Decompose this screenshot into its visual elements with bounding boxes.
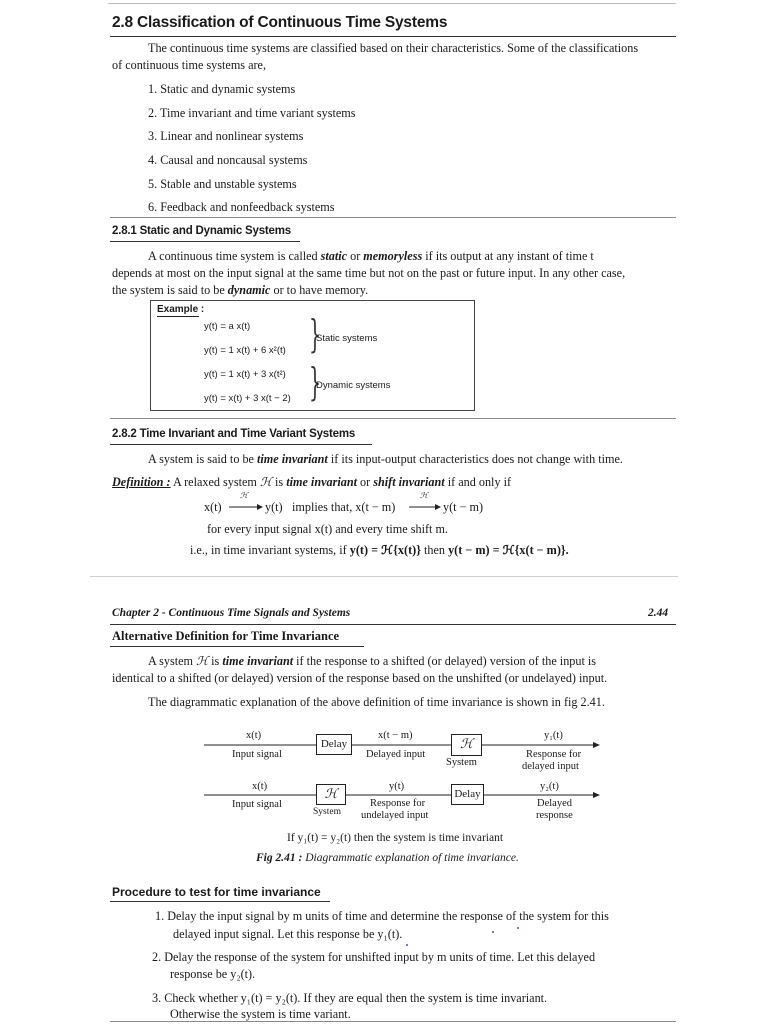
row2-delay-box: Delay [451, 784, 484, 805]
row1-response-line1: Response for [526, 749, 582, 760]
static-paragraph-line3: the system is said to be dynamic or to have memory. [112, 283, 369, 297]
row2-input-label: Input signal [232, 799, 282, 810]
stray-mark [406, 944, 408, 946]
procedure-step2-line1: 2. Delay the response of the system for unshifted input by m units of time. Let this delayed [152, 950, 596, 964]
section-2-8-underline [110, 36, 676, 37]
row1-y1: y₁(t) [544, 730, 563, 741]
static-brace: } [309, 312, 322, 356]
row2-system-box: ℋ [316, 784, 346, 805]
definition-line: Definition : A relaxed system ℋ is time invariant or shift invariant if and only if [112, 475, 512, 489]
alt-paragraph-line3: The diagrammatic explanation of the above definition of time invariance is shown in fig 2.41. [148, 695, 605, 709]
section-2-8-intro-line1: The continuous time systems are classified based on their characteristics. Some of the classifications [148, 41, 639, 55]
procedure-underline [110, 901, 330, 902]
row1-input-label: Input signal [232, 749, 282, 760]
figure-condition: If y₁(t) = y₂(t) then the system is time invariant [287, 832, 504, 844]
example-eq-4: y(t) = x(t) + 3 x(t − 2) [204, 393, 291, 404]
row1-delayed-x: x(t − m) [378, 730, 413, 741]
example-eq-1: y(t) = a x(t) [204, 321, 251, 332]
row1-system-label: System [446, 757, 477, 768]
stray-mark [517, 927, 519, 929]
procedure-step1-line1: 1. Delay the input signal by m units of time and determine the response of the system for this [155, 909, 609, 923]
example-box [150, 300, 475, 411]
section-2-8-heading: 2.8 Classification of Continuous Time Systems [112, 14, 448, 31]
procedure-step1-line2: delayed input signal. Let this response be y₁(t). [173, 927, 403, 941]
classification-item-1: 1. Static and dynamic systems [148, 82, 296, 96]
row2-response-line2: undelayed input [361, 810, 429, 821]
page-number: 2.44 [648, 607, 669, 619]
row2-output-line2: response [536, 810, 573, 821]
bottom-rule [110, 1021, 676, 1022]
section-2-8-1-end-rule [110, 418, 676, 419]
classification-item-5: 5. Stable and unstable systems [148, 177, 297, 191]
implication-arrow-2-label: ℋ [420, 491, 428, 500]
alt-paragraph-line1: A system ℋ is time invariant if the response to a shifted (or delayed) version of the input is [148, 654, 597, 668]
row1-system-box: ℋ [451, 734, 482, 756]
classification-item-3: 3. Linear and nonlinear systems [148, 129, 304, 143]
section-2-8-end-rule [110, 217, 676, 218]
classification-item-4: 4. Causal and noncausal systems [148, 153, 308, 167]
procedure-step3-line2: Otherwise the system is time variant. [170, 1007, 351, 1021]
procedure-step3-line1: 3. Check whether y₁(t) = y₂(t). If they are equal then the system is time invariant. [152, 991, 548, 1005]
top-rule [108, 3, 676, 4]
time-invariant-paragraph: A system is said to be time invariant if its input-output characteristics does not change with time. [148, 452, 623, 466]
row2-output-line1: Delayed [537, 798, 572, 809]
row2-system-label: System [313, 807, 341, 817]
implication-middle: implies that, x(t − m) [292, 500, 396, 514]
page-separator [90, 576, 678, 577]
static-paragraph-line2: depends at most on the input signal at the same time but not on the past or future input. In any other case, [112, 266, 626, 280]
stray-mark [492, 931, 494, 933]
procedure-heading: Procedure to test for time invariance [112, 885, 321, 899]
definition-label: Definition : [112, 475, 171, 489]
classification-item-6: 6. Feedback and nonfeedback systems [148, 200, 335, 214]
row2-y: y(t) [389, 781, 405, 792]
section-2-8-intro-line2: of continuous time systems are, [112, 58, 267, 72]
row2-response-line1: Response for [370, 798, 426, 809]
implication-arrow-1-label: ℋ [240, 491, 248, 500]
section-2-8-2-underline [110, 444, 372, 445]
section-2-8-2-heading: 2.8.2 Time Invariant and Time Variant Systems [112, 428, 356, 440]
dynamic-brace: } [309, 360, 322, 404]
figure-text: Diagrammatic explanation of time invariance. [305, 852, 519, 864]
classification-item-2: 2. Time invariant and time variant systems [148, 106, 356, 120]
alt-paragraph-line2: identical to a shifted (or delayed) version of the response based on the unshifted (or undelayed) input. [112, 671, 608, 685]
procedure-step2-line2: response be y₂(t). [170, 967, 256, 981]
row1-delayed-input-label: Delayed input [366, 749, 426, 760]
section-2-8-1-heading: 2.8.1 Static and Dynamic Systems [112, 225, 291, 237]
row1-delay-box: Delay [316, 734, 352, 755]
alt-definition-heading: Alternative Definition for Time Invariance [112, 629, 340, 643]
row2-x: x(t) [252, 781, 268, 792]
implication-x: x(t) [204, 500, 222, 514]
row1-x: x(t) [246, 730, 262, 741]
static-systems-label: Static systems [316, 333, 378, 344]
chapter-header: Chapter 2 - Continuous Time Signals and Systems [112, 607, 351, 619]
figure-label: Fig 2.41 : [256, 852, 303, 864]
dynamic-systems-label: Dynamic systems [316, 380, 391, 391]
row1-response-line2: delayed input [522, 761, 579, 772]
section-2-8-1-underline [110, 241, 300, 242]
figure-caption [256, 852, 519, 864]
implication-y-shifted: y(t − m) [443, 500, 484, 514]
every-shift-line: for every input signal x(t) and every time shift m. [207, 522, 448, 536]
example-label: Example : [157, 304, 205, 315]
example-eq-3: y(t) = 1 x(t) + 3 x(t²) [204, 369, 286, 380]
chapter-header-rule [110, 624, 676, 625]
alt-definition-underline [110, 646, 364, 647]
diagram-lines [0, 725, 600, 835]
ie-line: i.e., in time invariant systems, if y(t) = ℋ{x(t)} then y(t − m) = ℋ{x(t − m)}. [190, 543, 569, 557]
implication-y: y(t) [265, 500, 283, 514]
example-label-underline [157, 316, 199, 317]
static-paragraph-line1: A continuous time system is called static or memoryless if its output at any instant of time t [148, 249, 594, 263]
row2-y2: y₂(t) [540, 781, 559, 792]
example-eq-2: y(t) = 1 x(t) + 6 x²(t) [204, 345, 286, 356]
